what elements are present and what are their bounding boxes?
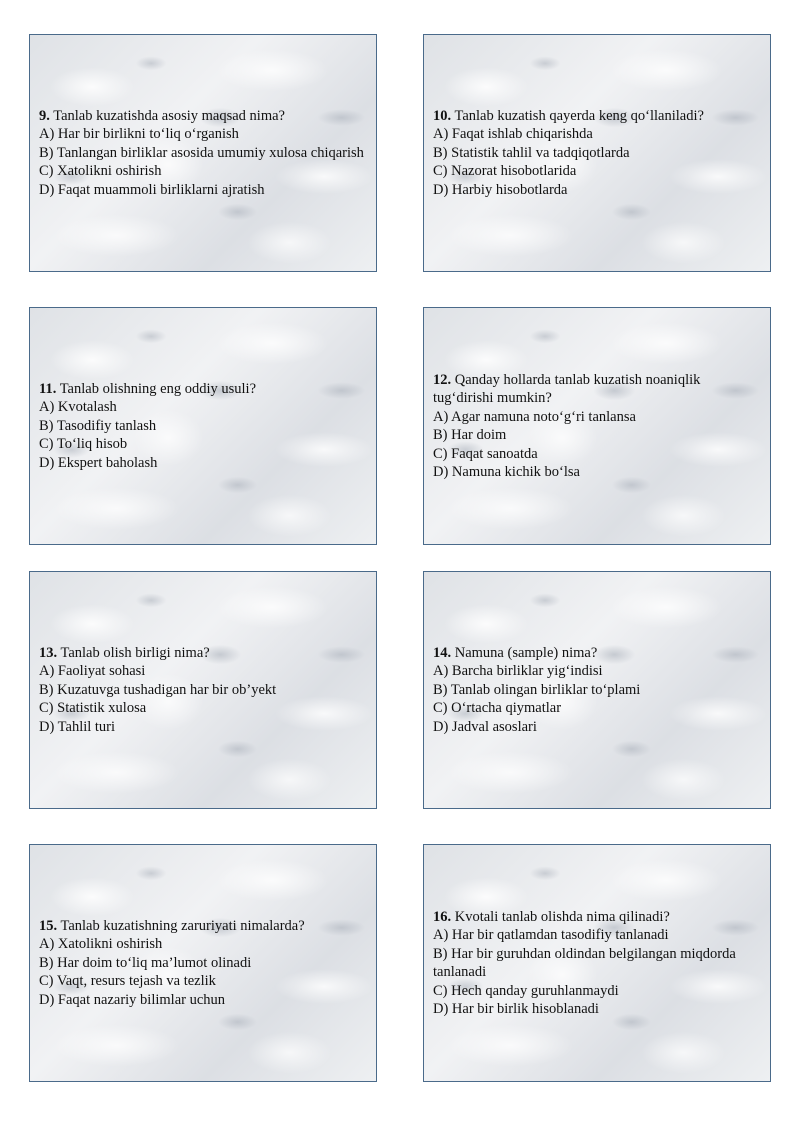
question-number: 15. [39,917,58,934]
question-card-13 [29,571,377,809]
question-card-14 [423,571,771,809]
question-number: 11. [39,380,57,397]
option-d: D) Tahlil turi [39,718,116,735]
question-stem: Tanlab olish birligi nima? [60,644,210,661]
option-a: A) Har bir qatlamdan tasodifiy tanlanadi [433,927,669,943]
option-c: C) To‘liq hisob [39,436,128,453]
option-c: C) Nazorat hisobotlarida [433,163,577,180]
card-content [433,35,760,271]
option-b: B) Tanlangan birliklar asosida umumiy xulosa chiqarish [39,144,364,161]
option-a: A) Kvotalash [39,399,117,416]
question-text [39,917,366,936]
question-number: 9. [39,107,50,124]
question-text [39,644,366,663]
question-stem: Tanlab olishning eng oddiy usuli? [59,380,257,397]
question-card-12 [423,307,771,545]
option-d: D) Jadval asoslari [433,718,537,735]
option-d: D) Namuna kichik bo‘lsa [433,464,580,480]
question-number: 13. [39,644,58,661]
option-c: C) O‘rtacha qiymatlar [433,700,562,717]
option-d: D) Harbiy hisobotlarda [433,181,568,198]
question-text [39,380,366,399]
option-d: D) Ekspert baholash [39,454,158,471]
option-a: A) Agar namuna noto‘g‘ri tanlansa [433,408,636,425]
question-stem: Tanlab kuzatishda asosiy maqsad nima? [53,107,285,124]
question-text [433,908,760,927]
option-c: C) Hech qanday guruhlanmaydi [433,982,619,999]
card-content [433,308,760,544]
option-c: C) Statistik xulosa [39,700,147,717]
question-card-11 [29,307,377,545]
question-stem: Tanlab kuzatishning zaruriyati nimalarda? [60,917,305,934]
option-a: A) Barcha birliklar yig‘indisi [433,663,603,680]
card-content [39,308,366,544]
option-d: D) Har bir birlik hisoblanadi [433,1001,599,1017]
question-number: 16. [433,908,452,925]
question-card-9 [29,34,377,272]
question-stem: Tanlab kuzatish qayerda keng qo‘llaniladi? [454,107,704,124]
question-number: 10. [433,107,452,124]
option-d: D) Faqat nazariy bilimlar uchun [39,991,226,1008]
question-stem: Qanday hollarda tanlab kuzatish noaniqlik tug‘dirishi mumkin? [433,371,701,406]
option-b: B) Har bir guruhdan oldindan belgilangan miqdorda tanlanadi [433,945,736,980]
card-content [39,845,366,1081]
option-b: B) Tanlab olingan birliklar to‘plami [433,681,641,698]
option-b: B) Kuzatuvga tushadigan har bir ob’yekt [39,681,277,698]
question-text [433,644,760,663]
option-c: C) Xatolikni oshirish [39,163,162,180]
card-content [433,845,760,1081]
question-stem: Namuna (sample) nima? [454,644,598,661]
option-b: B) Statistik tahlil va tadqiqotlarda [433,144,630,161]
card-content [39,572,366,808]
option-b: B) Tasodifiy tanlash [39,417,157,434]
option-c: C) Vaqt, resurs tejash va tezlik [39,973,216,990]
question-card-16 [423,844,771,1082]
question-text [433,371,760,408]
question-card-10 [423,34,771,272]
card-content [39,35,366,271]
question-text [39,107,366,126]
option-a: A) Xatolikni oshirish [39,936,163,953]
option-a: A) Faqat ishlab chiqarishda [433,126,593,143]
option-b: B) Har doim to‘liq ma’lumot olinadi [39,954,252,971]
option-c: C) Faqat sanoatda [433,445,538,462]
question-text [433,107,760,126]
option-b: B) Har doim [433,427,507,443]
card-content [433,572,760,808]
option-a: A) Faoliyat sohasi [39,663,146,680]
option-d: D) Faqat muammoli birliklarni ajratish [39,181,265,198]
question-number: 14. [433,644,452,661]
question-number: 12. [433,371,452,388]
question-card-15 [29,844,377,1082]
question-stem: Kvotali tanlab olishda nima qilinadi? [454,908,670,925]
option-a: A) Har bir birlikni to‘liq o‘rganish [39,126,239,143]
